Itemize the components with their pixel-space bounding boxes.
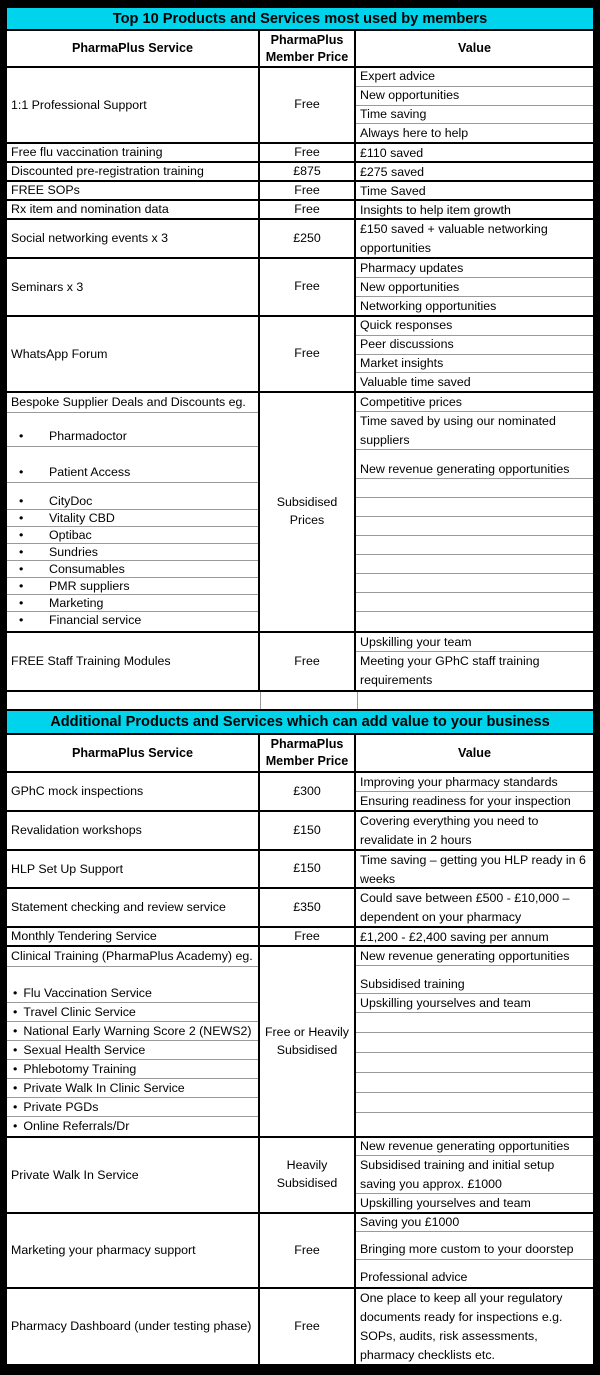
bullet-icon: • [13, 1061, 18, 1076]
value-line: Upskilling yourselves and team [360, 1195, 531, 1210]
value-text: One place to keep all your regulatory documents ready for inspections e.g. SOPs, audits, risk assessments, pharmacy checklists etc. [360, 1291, 563, 1362]
bullet-item: • Marketing [7, 595, 258, 612]
value-line: Upskilling your team [356, 633, 593, 652]
table-row [7, 633, 593, 692]
value-line: New opportunities [356, 87, 593, 106]
col-header-member-price: PharmaPlus Member Price [260, 31, 356, 66]
col-header-member-price: PharmaPlus Member Price [260, 735, 356, 771]
value-text: £110 saved [360, 146, 424, 160]
empty-line [356, 1073, 593, 1093]
price-value: Free or Heavily Subsidised [260, 947, 356, 1136]
bullet-item: • Financial service [19, 613, 142, 628]
value-line: New revenue generating opportunities [356, 947, 593, 966]
price-value: Free [260, 1289, 356, 1364]
value-cell [356, 947, 593, 1136]
bullet-item: • Sundries [7, 544, 258, 561]
price-value: Free [260, 928, 356, 945]
service-name: Revalidation workshops [7, 812, 260, 849]
table-row [7, 220, 593, 259]
empty-line [356, 1053, 593, 1073]
price-value: £150 [260, 812, 356, 849]
bullet-item: • Travel Clinic Service [7, 1003, 258, 1022]
bullet-icon: • [19, 544, 24, 559]
service-name: Clinical Training (PharmaPlus Academy) eg. [7, 947, 258, 967]
table-row [7, 68, 593, 144]
value-cell [356, 773, 593, 810]
section1-title-banner [7, 8, 593, 31]
table-row [7, 889, 593, 928]
section1-title: Top 10 Products and Services most used by members [112, 10, 488, 27]
empty-line [356, 517, 593, 536]
value-line: Saving you £1000 [356, 1214, 593, 1232]
service-name: Pharmacy Dashboard (under testing phase) [7, 1289, 260, 1364]
bullet-item: • CityDoc [7, 493, 258, 510]
table-row [7, 182, 593, 201]
price-value: Free [260, 259, 356, 315]
bullet-icon: • [19, 595, 24, 610]
table-row [7, 928, 593, 947]
value-line: New revenue generating opportunities [356, 460, 593, 479]
bullet-icon: • [19, 613, 24, 628]
bullet-icon: • [13, 1023, 18, 1038]
value-text: Time saving – getting you HLP ready in 6 weeks [360, 853, 586, 886]
price-value: £150 [260, 851, 356, 887]
service-name: GPhC mock inspections [7, 773, 260, 810]
bullet-icon: • [19, 464, 24, 479]
service-name: Rx item and nomination data [7, 201, 260, 218]
value-line: Professional advice [360, 1270, 468, 1285]
price-value: £875 [260, 163, 356, 180]
spacer-line [7, 413, 258, 426]
value-cell [356, 68, 593, 142]
price-value: £250 [260, 220, 356, 257]
value-line: Bringing more custom to your doorstep [356, 1232, 593, 1260]
value-cell [356, 1138, 593, 1212]
bullet-icon: • [19, 527, 24, 542]
bullet-item: • Online Referrals/Dr [13, 1119, 130, 1134]
service-name: HLP Set Up Support [7, 851, 260, 887]
value-line: Pharmacy updates [356, 259, 593, 278]
price-value: Free [260, 144, 356, 161]
col-header-value: Value [458, 745, 491, 760]
col-header-service: PharmaPlus Service [7, 735, 260, 771]
value-line: Networking opportunities [360, 298, 497, 313]
table-row [7, 393, 593, 633]
service-name: Marketing your pharmacy support [7, 1214, 260, 1287]
value-line: New revenue generating opportunities [356, 1138, 593, 1156]
service-name: Statement checking and review service [7, 889, 260, 926]
value-line: Ensuring readiness for your inspection [360, 793, 571, 808]
bullet-icon: • [13, 985, 18, 1000]
service-name: Private Walk In Service [7, 1138, 260, 1212]
price-value: Heavily Subsidised [260, 1138, 356, 1212]
service-name: Social networking events x 3 [7, 220, 260, 257]
service-name: FREE Staff Training Modules [7, 633, 260, 690]
value-cell [356, 1214, 593, 1287]
price-value: Subsidised Prices [260, 393, 356, 631]
value-line: Valuable time saved [360, 374, 471, 389]
value-line: Market insights [356, 355, 593, 374]
price-value: £350 [260, 889, 356, 926]
pricing-table-sheet [7, 8, 593, 1366]
value-text: Insights to help item growth [360, 203, 511, 217]
empty-line [356, 1113, 593, 1136]
section2-header-row [7, 735, 593, 773]
empty-line [356, 612, 593, 631]
bullet-icon: • [19, 578, 24, 593]
value-cell [356, 393, 593, 631]
value-line: Time saved by using our nominated suppliers [356, 412, 593, 450]
bullet-item: • PMR suppliers [7, 578, 258, 595]
bullet-icon: • [13, 1004, 18, 1019]
value-text: Time Saved [360, 184, 426, 198]
service-name: Bespoke Supplier Deals and Discounts eg. [7, 393, 258, 413]
table-row [7, 144, 593, 163]
bullet-item: • Sexual Health Service [7, 1041, 258, 1060]
value-line: Subsidised training and initial setup saving you approx. £1000 [356, 1156, 593, 1194]
empty-line [356, 1033, 593, 1053]
value-line: Subsidised training [356, 975, 593, 994]
empty-line [356, 479, 593, 498]
blank-row [7, 692, 593, 711]
empty-line [356, 1093, 593, 1113]
value-text: £150 saved + valuable networking opportunities [360, 222, 548, 255]
service-name: 1:1 Professional Support [7, 68, 260, 142]
value-cell [356, 633, 593, 690]
table-row [7, 851, 593, 889]
bullet-icon: • [13, 1119, 18, 1134]
service-name: Free flu vaccination training [7, 144, 260, 161]
value-cell [356, 259, 593, 315]
value-line: New opportunities [356, 278, 593, 297]
value-text: Covering everything you need to revalidate in 2 hours [360, 814, 539, 847]
spacer-line [356, 966, 593, 975]
service-name: Discounted pre-registration training [7, 163, 260, 180]
table-row [7, 1289, 593, 1366]
bullet-icon: • [13, 1099, 18, 1114]
bullet-icon: • [19, 428, 24, 443]
spacer-line [7, 483, 258, 493]
value-text: £275 saved [360, 165, 425, 179]
table-row [7, 317, 593, 393]
value-line: Meeting your GPhC staff training requirements [360, 654, 540, 687]
empty-line [356, 536, 593, 555]
service-cell [7, 947, 260, 1136]
empty-line [356, 1013, 593, 1033]
price-value: Free [260, 182, 356, 199]
bullet-icon: • [13, 1042, 18, 1057]
price-value: Free [260, 633, 356, 690]
price-value: £300 [260, 773, 356, 810]
empty-line [356, 593, 593, 612]
bullet-icon: • [19, 510, 24, 525]
value-text: Could save between £500 - £10,000 – dependent on your pharmacy [360, 891, 570, 924]
bullet-icon: • [19, 493, 24, 508]
spacer-line [356, 450, 593, 460]
table-row [7, 773, 593, 812]
table-row [7, 1214, 593, 1289]
value-line: Competitive prices [356, 393, 593, 412]
bullet-icon: • [13, 1080, 18, 1095]
bullet-item: • Private Walk In Clinic Service [7, 1079, 258, 1098]
bullet-item: • Private PGDs [7, 1098, 258, 1117]
spacer-line [7, 967, 258, 984]
empty-line [356, 555, 593, 574]
bullet-item: • National Early Warning Score 2 (NEWS2) [7, 1022, 258, 1041]
empty-line [356, 498, 593, 517]
table-row [7, 1138, 593, 1214]
value-line: Upskilling yourselves and team [356, 994, 593, 1013]
spacer-line [7, 447, 258, 462]
price-value: Free [260, 201, 356, 218]
bullet-icon: • [19, 561, 24, 576]
value-line: Time saving [356, 106, 593, 125]
value-line: Peer discussions [356, 336, 593, 355]
service-name: Monthly Tendering Service [7, 928, 260, 945]
section1-header-row [7, 31, 593, 68]
table-row [7, 163, 593, 182]
value-line: Expert advice [356, 68, 593, 87]
service-cell [7, 393, 260, 631]
value-cell [356, 317, 593, 391]
bullet-item: • Pharmadoctor [7, 426, 258, 447]
bullet-item: • Optibac [7, 527, 258, 544]
table-row [7, 812, 593, 851]
service-name: WhatsApp Forum [7, 317, 260, 391]
col-header-service: PharmaPlus Service [7, 31, 260, 66]
table-row [7, 259, 593, 317]
table-row [7, 201, 593, 220]
value-line: Improving your pharmacy standards [356, 773, 593, 792]
service-name: FREE SOPs [7, 182, 260, 199]
section2-title: Additional Products and Services which can add value to your business [50, 714, 550, 730]
price-value: Free [260, 317, 356, 391]
service-name: Seminars x 3 [7, 259, 260, 315]
empty-line [356, 574, 593, 593]
value-line: Quick responses [356, 317, 593, 336]
bullet-item: • Phlebotomy Training [7, 1060, 258, 1079]
value-line: Always here to help [360, 125, 469, 140]
price-value: Free [260, 68, 356, 142]
bullet-item: • Vitality CBD [7, 510, 258, 527]
bullet-item: • Flu Vaccination Service [7, 984, 258, 1003]
bullet-item: • Consumables [7, 561, 258, 578]
section2-title-banner [7, 711, 593, 735]
value-text: £1,200 - £2,400 saving per annum [360, 930, 549, 944]
bullet-item: • Patient Access [7, 462, 258, 483]
price-value: Free [260, 1214, 356, 1287]
col-header-value: Value [458, 41, 491, 55]
table-row [7, 947, 593, 1138]
